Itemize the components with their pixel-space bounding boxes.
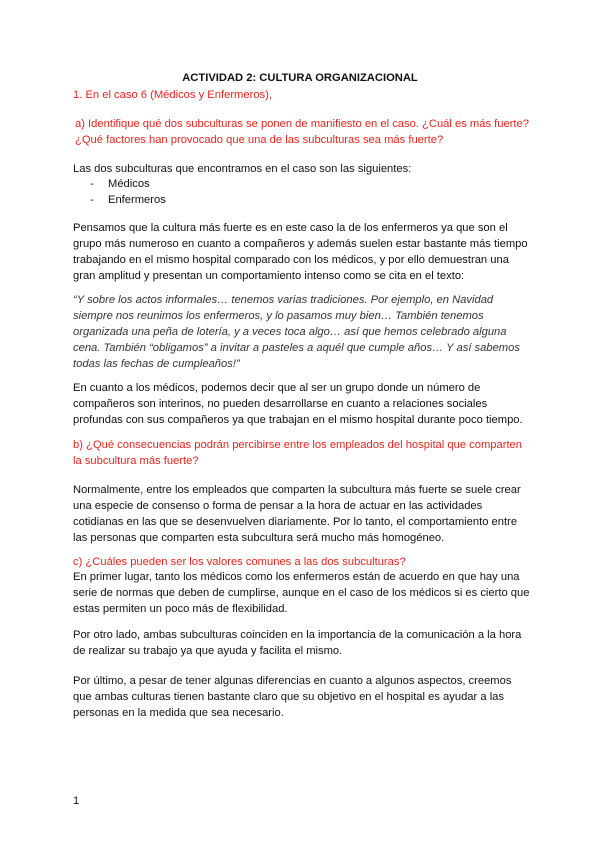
question-c: c) ¿Cuáles pueden ser los valores comunes a las dos subculturas?	[73, 556, 406, 568]
list-item: - Médicos	[73, 176, 533, 192]
paragraph-objective: Por último, a pesar de tener algunas diferencias en cuanto a algunos aspectos, creemos que ambas culturas tienen bastante claro que su objetivo en el hospital es ayudar a las personas en la medida que sea necesario.	[73, 675, 512, 719]
subcultures-intro: Las dos subculturas que encontramos en el caso son las siguientes:	[73, 163, 412, 175]
case-quote: “Y sobre los actos informales… tenemos varias tradiciones. Por ejemplo, en Navidad siempre nos reunimos los enfermeros, y lo pasamos muy bien… También tenemos organizada una peña de lotería, y a veces toca algo… así que hemos celebrado alguna cena. También “obligamos” a invitar a pasteles a aquél que cumple años… Y así sabemos todas las fechas de cumpleaños!”	[73, 294, 520, 370]
paragraph-consequences: Normalmente, entre los empleados que comparten la subcultura más fuerte se suele crear una especie de consenso o forma de pensar a la hora de actuar en las actividades cotidianas en las que se desenvuelven diariamente. Por lo tanto, el comportamiento entre las personas que comparten esta subcultura será mucho más homogéneo.	[73, 484, 521, 544]
paragraph-strong-culture: Pensamos que la cultura más fuerte es en este caso la de los enfermeros ya que son el grupo más numeroso en cuanto a compañeros y además suelen estar bastante más tiempo trabajando en el mismo hospital comparado con los médicos, y por ello demuestran una gran amplitud y presentan un comportamiento intenso como se cita en el texto:	[73, 222, 528, 282]
subcultures-list	[73, 176, 533, 208]
page-title: ACTIVIDAD 2: CULTURA ORGANIZACIONAL	[182, 72, 418, 84]
question-a: a) Identifique qué dos subculturas se ponen de manifiesto en el caso. ¿Cuál es más fuerte? ¿Qué factores han provocado que una de las subculturas sea más fuerte?	[75, 118, 529, 146]
case-heading: 1. En el caso 6 (Médicos y Enfermeros),	[73, 89, 272, 101]
paragraph-norms: En primer lugar, tanto los médicos como los enfermeros están de acuerdo en que hay una serie de normas que deben de cumplirse, aunque en el caso de los médicos si es cierto que estas permiten un poco más de flexibilidad.	[73, 571, 530, 615]
question-b: b) ¿Qué consecuencias podrán percibirse entre los empleados del hospital que comparten la subcultura más fuerte?	[73, 439, 523, 467]
page-number: 1	[73, 795, 80, 807]
list-item: - Enfermeros	[73, 192, 533, 208]
paragraph-doctors: En cuanto a los médicos, podemos decir que al ser un grupo donde un número de compañeros son interinos, no pueden desarrollarse en cuanto a relaciones sociales profundas con sus compañeros ya que trabajan en el mismo hospital durante poco tiempo.	[73, 382, 523, 426]
paragraph-communication: Por otro lado, ambas subculturas coinciden en la importancia de la comunicación a la hora de realizar su trabajo ya que ayuda y facilita el mismo.	[73, 629, 522, 657]
